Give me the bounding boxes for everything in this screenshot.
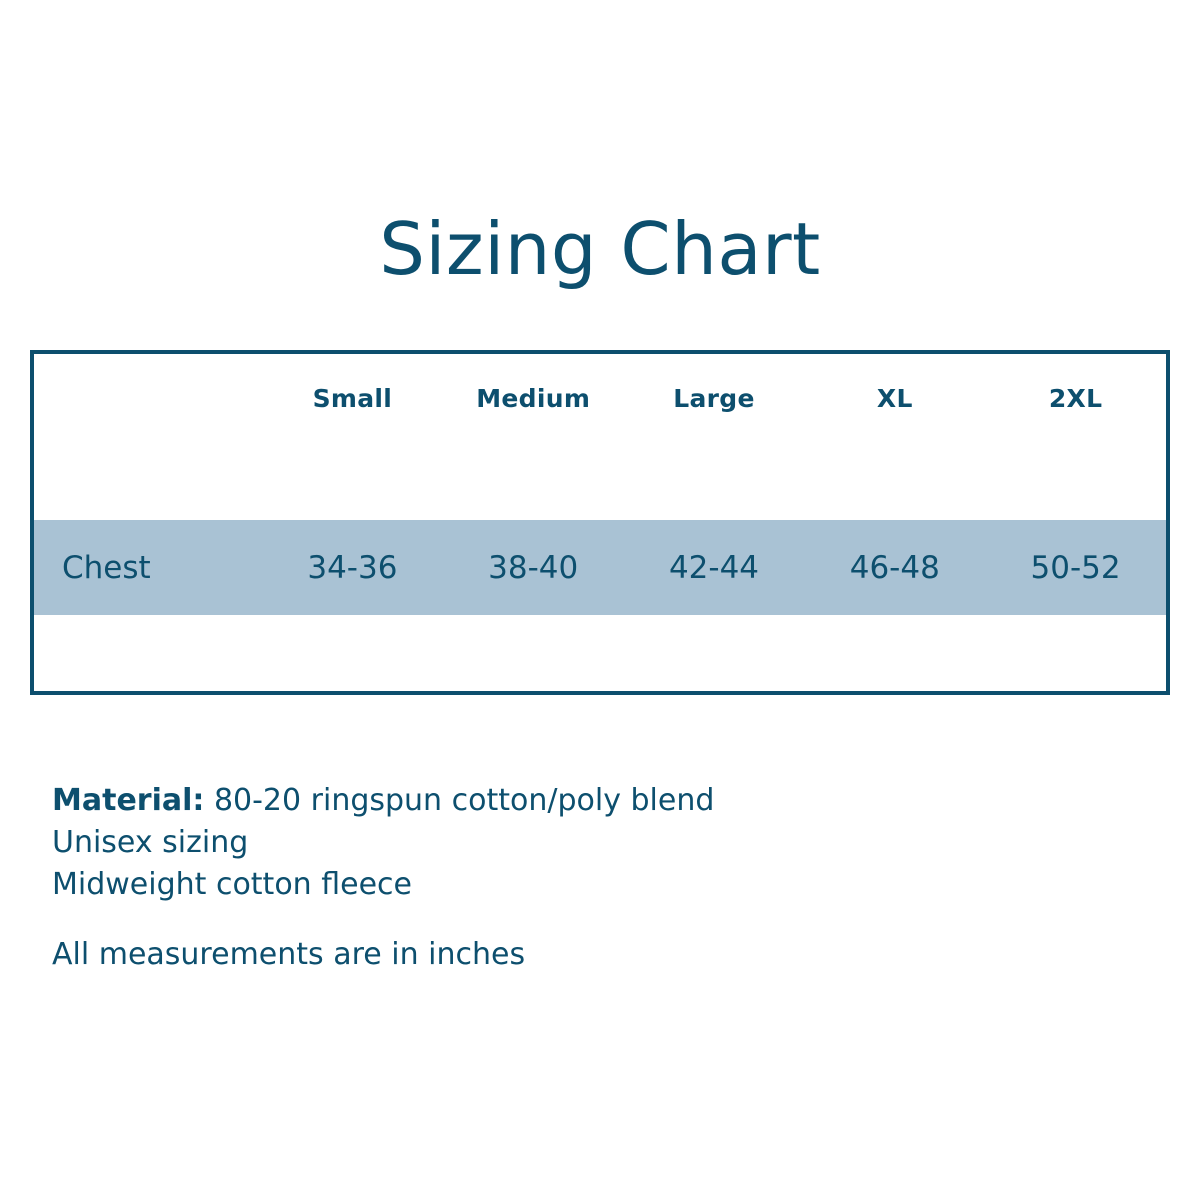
note-fabric: Midweight cotton fleece	[52, 867, 412, 902]
spacer-cell	[804, 615, 985, 695]
table-header	[34, 354, 1166, 442]
spacer-cell	[262, 442, 443, 520]
note-material	[52, 780, 1052, 822]
spacer-cell	[985, 442, 1166, 520]
column-header-medium: Medium	[476, 383, 591, 413]
spacer-cell	[34, 442, 262, 520]
note-material-value: 80-20 ringspun cotton/poly blend	[213, 783, 715, 818]
notes-section	[52, 780, 1052, 976]
spacer-cell	[624, 442, 805, 520]
column-header-blank	[34, 354, 262, 442]
sizing-table	[34, 354, 1166, 695]
cell-chest-small: 34-36	[307, 549, 398, 586]
table-spacer-row-bottom	[34, 615, 1166, 695]
spacer-cell	[624, 615, 805, 695]
spacer-cell	[443, 442, 624, 520]
spacer-cell	[804, 442, 985, 520]
cell-chest-large: 42-44	[668, 549, 760, 586]
cell-chest-medium: 38-40	[488, 549, 579, 586]
table-body	[34, 442, 1166, 695]
column-header-small: Small	[312, 383, 393, 413]
spacer-cell	[262, 615, 443, 695]
column-header-xl: XL	[876, 383, 913, 413]
row-header-chest: Chest	[62, 549, 151, 586]
cell-chest-xl: 46-48	[849, 549, 940, 586]
spacer-cell	[34, 615, 262, 695]
spacer-cell	[443, 615, 624, 695]
spacer-cell	[985, 615, 1166, 695]
note-measurements: All measurements are in inches	[52, 937, 526, 972]
note-sizing: Unisex sizing	[52, 825, 249, 860]
table-header-row	[34, 354, 1166, 442]
table-spacer-row-top	[34, 442, 1166, 520]
sizing-table-container	[30, 350, 1170, 695]
page-title: Sizing Chart	[379, 207, 821, 291]
column-header-large: Large	[673, 383, 755, 413]
cell-chest-2xl: 50-52	[1030, 549, 1121, 586]
column-header-2xl: 2XL	[1048, 383, 1103, 413]
note-material-label: Material:	[52, 783, 205, 818]
table-row	[34, 520, 1166, 615]
